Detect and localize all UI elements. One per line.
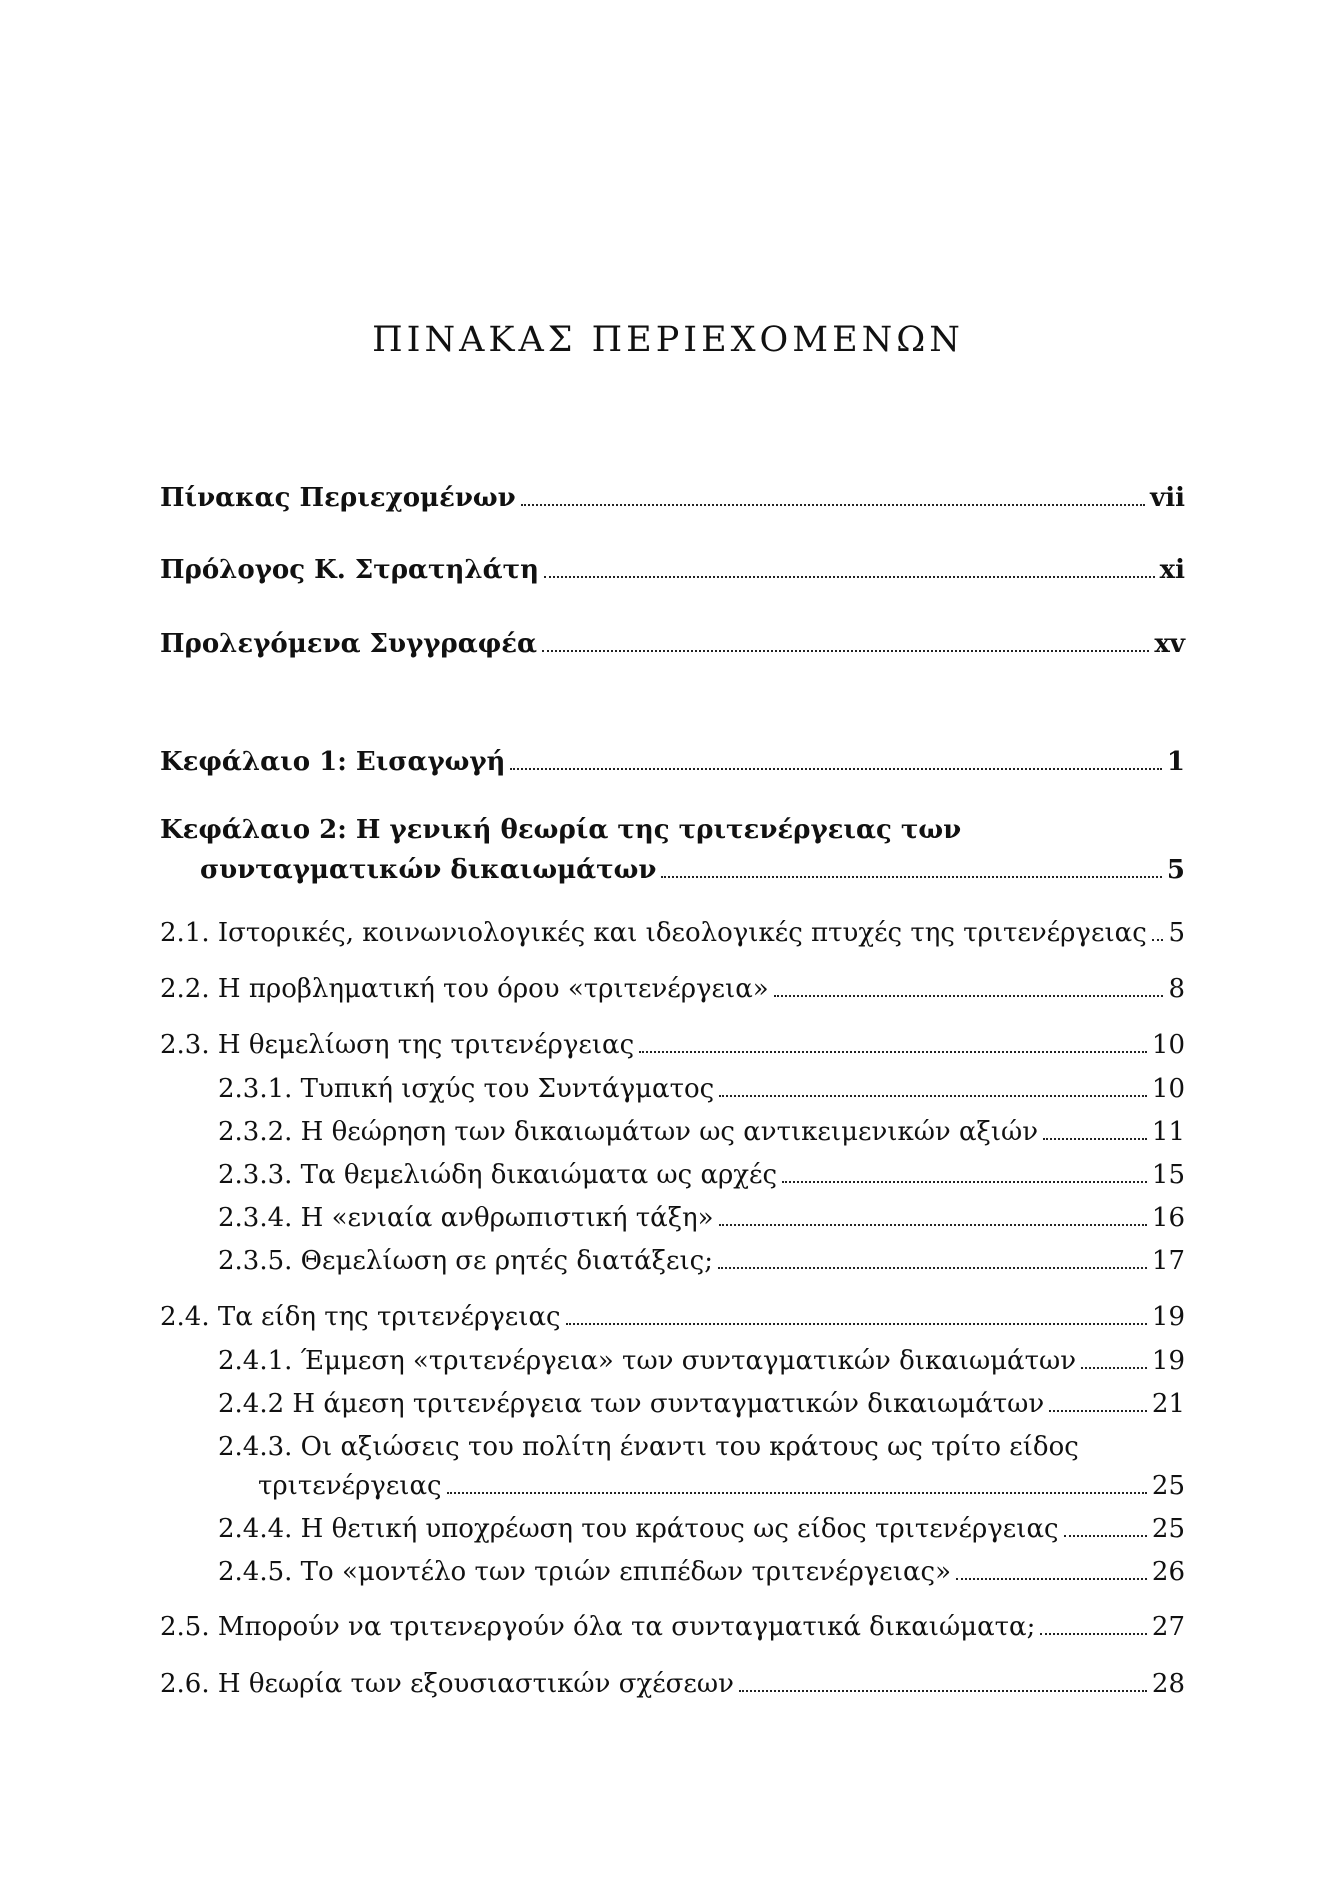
- dot-leader: [544, 576, 1155, 578]
- toc-entry-2-3-1[interactable]: [218, 1076, 1185, 1102]
- dot-leader: [1043, 1138, 1147, 1140]
- dot-leader: [1040, 1633, 1147, 1635]
- toc-entry-page: 15: [1151, 1160, 1185, 1190]
- dot-leader: [956, 1578, 1147, 1580]
- page-title: ΠΙΝΑΚΑΣ ΠΕΡΙΕΧΟΜΕΝΩΝ: [372, 320, 964, 360]
- toc-entry-2-6[interactable]: [160, 1671, 1185, 1697]
- toc-entry-page: 28: [1151, 1669, 1185, 1699]
- toc-entry-2-3-5[interactable]: [218, 1248, 1185, 1274]
- toc-entry-2-4-2[interactable]: [218, 1391, 1185, 1417]
- toc-entry-chapter-2[interactable]: [200, 857, 1185, 883]
- dot-leader: [521, 504, 1145, 506]
- toc-entry-page: 1: [1166, 747, 1185, 777]
- toc-entry-title: 2.4.4. Η θετική υποχρέωση του κράτους ως είδος τριτενέργειας: [218, 1514, 1059, 1544]
- toc-entry-2-4-4[interactable]: [218, 1516, 1185, 1542]
- toc-entry-front-1[interactable]: [160, 485, 1185, 511]
- toc-entry-page: 10: [1151, 1074, 1185, 1104]
- toc-entry-page: xv: [1154, 629, 1185, 659]
- toc-entry-page: 19: [1151, 1302, 1185, 1332]
- toc-entry-title: 2.2. Η προβληματική του όρου «τριτενέργεια»: [160, 974, 769, 1004]
- toc-entry-title: 2.3.2. Η θεώρηση των δικαιωμάτων ως αντικειμενικών αξιών: [218, 1117, 1039, 1147]
- dot-leader: [510, 768, 1161, 770]
- toc-entry-2-3-3[interactable]: [218, 1162, 1185, 1188]
- toc-entry-2-4-3[interactable]: [258, 1473, 1185, 1499]
- toc-entry-2-4-5[interactable]: [218, 1559, 1185, 1585]
- dot-leader: [718, 1267, 1147, 1269]
- toc-entry-2-3-4[interactable]: [218, 1205, 1185, 1231]
- toc-entry-front-2[interactable]: [160, 557, 1185, 583]
- toc-entry-title: 2.4. Τα είδη της τριτενέργειας: [160, 1302, 561, 1332]
- toc-entry-page: 25: [1151, 1471, 1185, 1501]
- toc-entry-page: 16: [1151, 1203, 1185, 1233]
- dot-leader: [447, 1492, 1147, 1494]
- toc-entry-2-1[interactable]: [160, 920, 1185, 946]
- toc-entry-page: 21: [1151, 1389, 1185, 1419]
- toc-entry-2-5[interactable]: [160, 1614, 1185, 1640]
- toc-entry-title: συνταγματικών δικαιωμάτων: [200, 855, 657, 885]
- toc-entry-title: 2.3.1. Τυπική ισχύς του Συντάγματος: [218, 1074, 715, 1104]
- toc-entry-title: Κεφάλαιο 1: Εισαγωγή: [160, 747, 506, 777]
- toc-entry-front-3[interactable]: [160, 631, 1185, 657]
- dot-leader: [1152, 939, 1164, 941]
- toc-entry-title: 2.4.1. Έμμεση «τριτενέργεια» των συνταγματικών δικαιωμάτων: [218, 1346, 1076, 1376]
- dot-leader: [1081, 1367, 1147, 1369]
- dot-leader: [719, 1095, 1147, 1097]
- dot-leader: [782, 1181, 1147, 1183]
- toc-entry-title: 2.3.5. Θεμελίωση σε ρητές διατάξεις;: [218, 1246, 713, 1276]
- toc-entry-title: 2.1. Ιστορικές, κοινωνιολογικές και ιδεολογικές πτυχές της τριτενέργειας: [160, 918, 1147, 948]
- toc-entry-title: τριτενέργειας: [258, 1471, 442, 1501]
- toc-entry-title: 2.3.4. Η «ενιαία ανθρωπιστική τάξη»: [218, 1203, 714, 1233]
- toc-entry-title: 2.4.5. Το «μοντέλο των τριών επιπέδων τριτενέργειας»: [218, 1557, 951, 1587]
- toc-entry-title: 2.3.3. Τα θεμελιώδη δικαιώματα ως αρχές: [218, 1160, 778, 1190]
- toc-entry-2-2[interactable]: [160, 976, 1185, 1002]
- toc-entry-title: 2.5. Μπορούν να τριτενεργούν όλα τα συνταγματικά δικαιώματα;: [160, 1612, 1036, 1642]
- toc-entry-page: 27: [1151, 1612, 1185, 1642]
- dot-leader: [719, 1224, 1147, 1226]
- dot-leader: [1049, 1410, 1147, 1412]
- toc-entry-page: 8: [1168, 974, 1185, 1004]
- toc-entry-title: Πρόλογος Κ. Στρατηλάτη: [160, 555, 540, 585]
- dot-leader: [661, 876, 1161, 878]
- toc-entry-page: 10: [1151, 1030, 1185, 1060]
- toc-entry-title: Προλεγόμενα Συγγραφέα: [160, 629, 538, 659]
- toc-entry-2-3[interactable]: [160, 1032, 1185, 1058]
- toc-entry-page: 5: [1168, 918, 1185, 948]
- toc-entry-page: xi: [1159, 555, 1185, 585]
- toc-entry-2-4-1[interactable]: [218, 1348, 1185, 1374]
- toc-entry-title: 2.4.2 Η άμεση τριτενέργεια των συνταγματικών δικαιωμάτων: [218, 1389, 1045, 1419]
- dot-leader: [566, 1323, 1147, 1325]
- toc-entry-page: 25: [1151, 1514, 1185, 1544]
- dot-leader: [774, 995, 1164, 997]
- dot-leader: [1064, 1535, 1147, 1537]
- toc-entry-2-3-2[interactable]: [218, 1119, 1185, 1145]
- toc-entry-2-4-3-line1[interactable]: 2.4.3. Οι αξιώσεις του πολίτη έναντι του κράτους ως τρίτο είδος: [218, 1432, 1079, 1462]
- toc-entry-chapter-1[interactable]: [160, 749, 1185, 775]
- toc-entry-page: 19: [1151, 1346, 1185, 1376]
- dot-leader: [739, 1690, 1147, 1692]
- toc-entry-title: Πίνακας Περιεχομένων: [160, 483, 516, 513]
- toc-entry-page: vii: [1150, 483, 1185, 513]
- dot-leader: [542, 650, 1149, 652]
- toc-entry-title: 2.3. Η θεμελίωση της τριτενέργειας: [160, 1030, 635, 1060]
- toc-entry-2-4[interactable]: [160, 1304, 1185, 1330]
- toc-entry-title: 2.6. Η θεωρία των εξουσιαστικών σχέσεων: [160, 1669, 734, 1699]
- toc-entry-page: 11: [1151, 1117, 1185, 1147]
- toc-entry-chapter-2-line1[interactable]: Κεφάλαιο 2: Η γενική θεωρία της τριτενέργειας των: [160, 815, 962, 845]
- dot-leader: [639, 1051, 1147, 1053]
- toc-entry-page: 5: [1166, 855, 1185, 885]
- toc-entry-page: 17: [1151, 1246, 1185, 1276]
- toc-entry-page: 26: [1151, 1557, 1185, 1587]
